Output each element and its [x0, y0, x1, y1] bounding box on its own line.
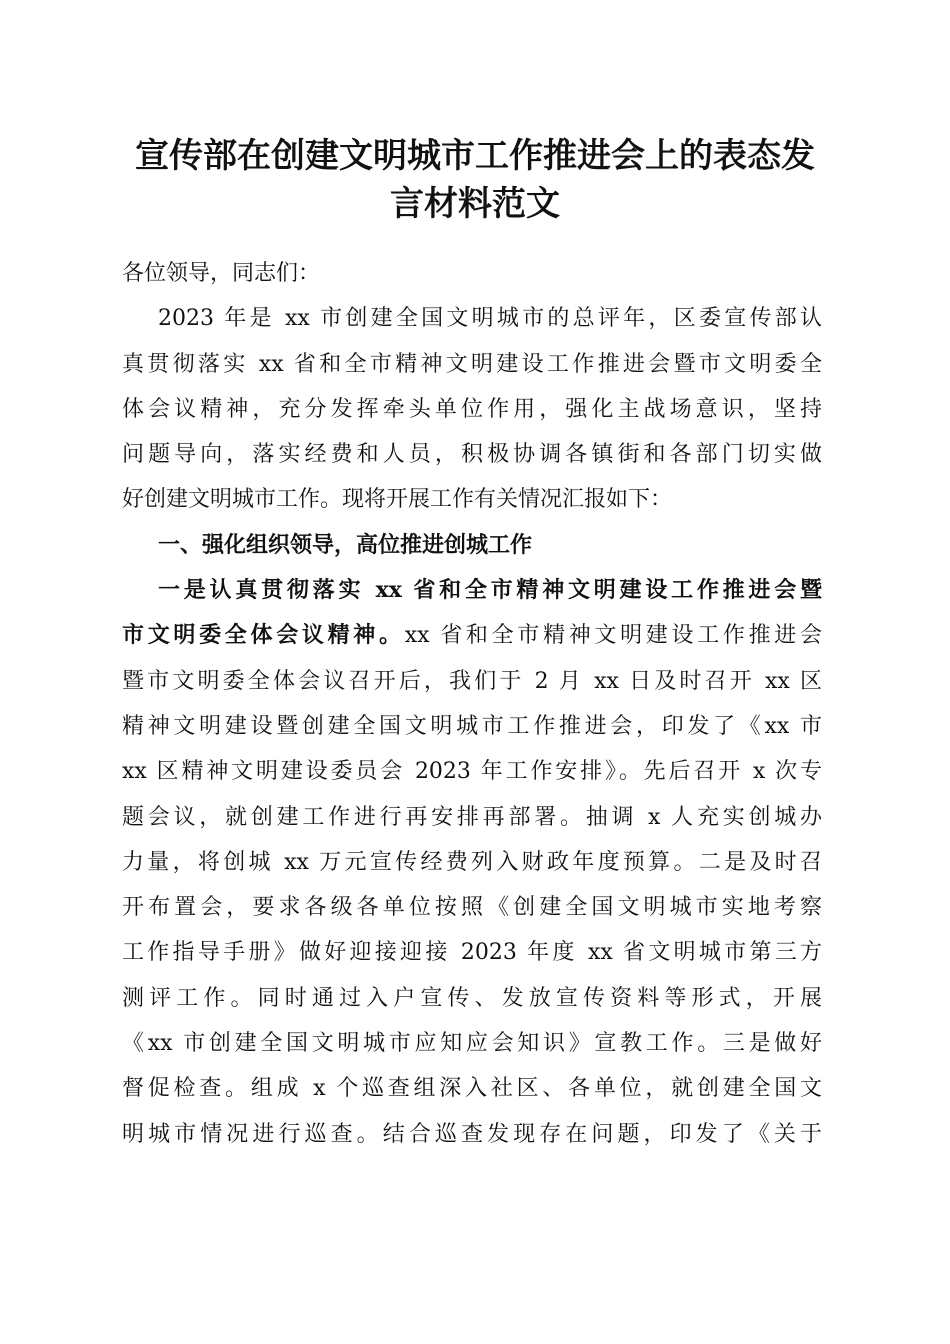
intro-line: 体会议精神，充分发挥牵头单位作用，强化主战场意识，坚持 — [122, 396, 822, 422]
section-line: 工作指导手册》做好迎接迎接 2023 年度 xx 省文明城市第三方 — [122, 940, 822, 966]
document-title — [0, 132, 950, 228]
section-line: 《xx 市创建全国文明城市应知应会知识》宣教工作。三是做好 — [122, 1031, 822, 1057]
section-line: 开布置会，要求各级各单位按照《创建全国文明城市实地考察 — [122, 895, 822, 921]
document-body — [122, 251, 822, 1157]
section-line: 督促检查。组成 x 个巡查组深入社区、各单位，就创建全国文 — [122, 1076, 822, 1102]
section-line: 明城市情况进行巡查。结合巡查发现存在问题，印发了《关于 — [122, 1121, 822, 1147]
title-line: 宣传部在创建文明城市工作推进会上的表态发 — [135, 136, 815, 176]
section-line: 力量，将创城 xx 万元宣传经费列入财政年度预算。二是及时召 — [122, 849, 822, 875]
section-line: 暨市文明委全体会议召开后，我们于 2 月 xx 日及时召开 xx 区 — [122, 668, 822, 694]
intro-line: 问题导向，落实经费和人员，积极协调各镇街和各部门切实做 — [122, 442, 822, 468]
section-line-rest: xx 省和全市精神文明建设工作推进会 — [404, 623, 822, 649]
intro-line: 2023 年是 xx 市创建全国文明城市的总评年，区委宣传部认 — [158, 306, 822, 332]
section-lead-line: 市文明委全体会议精神。 — [122, 622, 405, 649]
intro-line: 真贯彻落实 xx 省和全市精神文明建设工作推进会暨市文明委全 — [122, 351, 822, 377]
intro-line: 好创建文明城市工作。现将开展工作有关情况汇报如下： — [122, 487, 673, 513]
section-line: 测评工作。同时通过入户宣传、发放宣传资料等形式，开展 — [122, 985, 822, 1011]
section-lead-line: 一是认真贯彻落实 xx 省和全市精神文明建设工作推进会暨 — [158, 577, 822, 604]
title-line: 言材料范文 — [390, 184, 560, 224]
salutation: 各位领导，同志们： — [122, 261, 321, 286]
section-line: 精神文明建设暨创建全国文明城市工作推进会，印发了《xx 市 — [122, 713, 822, 739]
section-line: 题会议，就创建工作进行再安排再部署。抽调 x 人充实创城办 — [122, 804, 822, 830]
section-heading: 一、强化组织领导，高位推进创城工作 — [158, 532, 533, 558]
section-line: xx 区精神文明建设委员会 2023 年工作安排》。先后召开 x 次专 — [122, 759, 822, 785]
section-mixed-line — [122, 613, 822, 658]
